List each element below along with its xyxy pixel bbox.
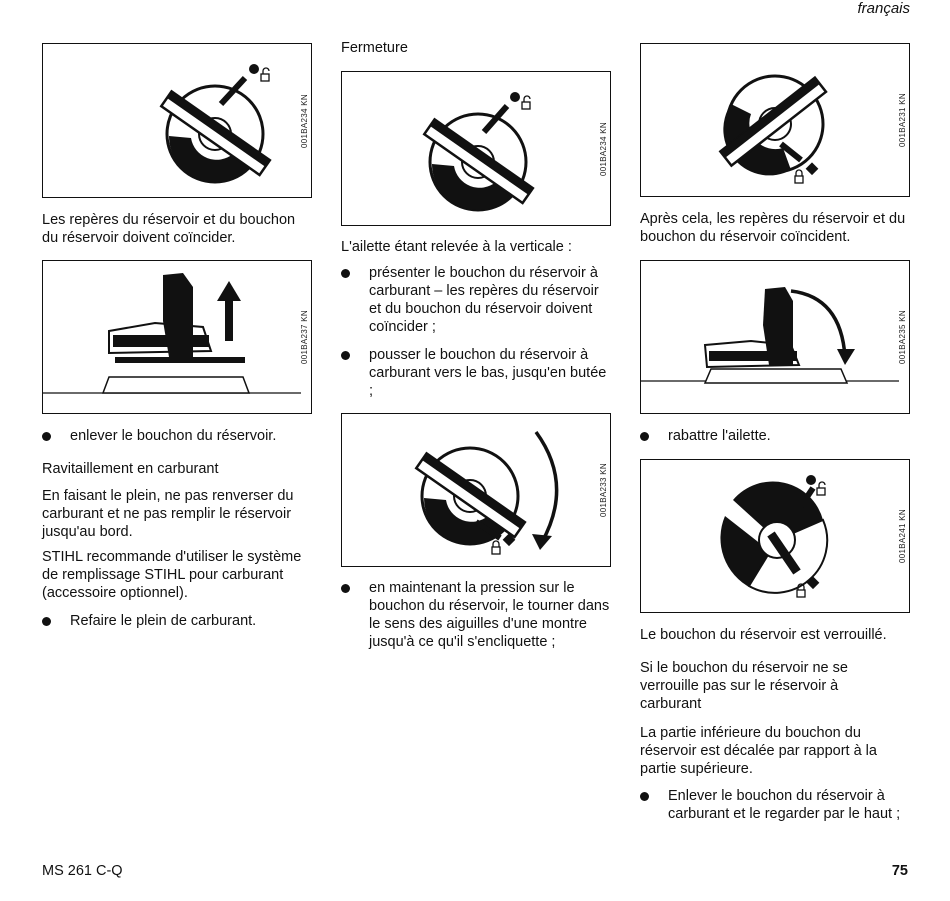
bullet-turn-cap bbox=[341, 579, 613, 669]
cap-side-view-illustration bbox=[43, 261, 312, 414]
bullet-text: enlever le bouchon du réservoir. bbox=[70, 428, 277, 444]
bullet-text: Enlever le bouchon du réservoir à carburant et le regarder par le haut ; bbox=[668, 788, 901, 822]
figure-marks-coincide-after bbox=[640, 43, 910, 197]
lock-closed-icon bbox=[795, 170, 803, 183]
bullet-icon bbox=[341, 584, 350, 593]
para-cap-offset: La partie inférieure du bouchon du réservoir est décalée par rapport à la partie supérieure. bbox=[640, 725, 877, 777]
bullet-icon bbox=[341, 351, 350, 360]
bullet-icon bbox=[640, 432, 649, 441]
wing-fold-illustration bbox=[641, 261, 910, 414]
figure-code: 001BA231 KN bbox=[898, 92, 907, 148]
text-marks-coincide-after: Après cela, les repères du réservoir et du bouchon du réservoir coïncident. bbox=[640, 211, 906, 245]
text-wing-upright: L'ailette étant relevée à la verticale : bbox=[341, 239, 572, 255]
cap-top-view-rotated-illustration bbox=[641, 44, 910, 197]
bullet-text: en maintenant la pression sur le bouchon du réservoir, le tourner dans le sens des aiguilles d'une montre jusqu'à ce qu'il s'encliquette ; bbox=[369, 580, 610, 650]
figure-code: 001BA233 KN bbox=[599, 462, 608, 518]
figure-cap-marks-aligned-2 bbox=[341, 71, 611, 226]
cap-locked-illustration bbox=[641, 460, 910, 613]
cap-top-view-illustration bbox=[43, 44, 312, 198]
figure-code: 001BA235 KN bbox=[898, 309, 907, 365]
bullet-remove-inspect-cap bbox=[640, 787, 912, 823]
bullet-icon bbox=[42, 432, 51, 441]
lock-open-icon bbox=[261, 68, 269, 81]
bullet-text: présenter le bouchon du réservoir à carburant – les repères du réservoir et du bouchon du réservoir doivent coïncider ; bbox=[369, 265, 599, 335]
figure-fold-wing bbox=[640, 260, 910, 414]
language-label: français bbox=[857, 0, 910, 17]
lock-closed-icon bbox=[492, 541, 500, 554]
page-number: 75 bbox=[891, 863, 908, 879]
bullet-text: rabattre l'ailette. bbox=[668, 428, 771, 444]
bullet-text: pousser le bouchon du réservoir à carburant vers le bas, jusqu'en butée ; bbox=[369, 347, 607, 399]
bullet-icon bbox=[42, 617, 51, 626]
para-refueling-caution: En faisant le plein, ne pas renverser du carburant et ne pas remplir le réservoir jusqu'au bord. bbox=[42, 488, 294, 540]
figure-turn-clockwise bbox=[341, 413, 611, 567]
clockwise-arrow-icon bbox=[536, 432, 557, 542]
lock-open-icon bbox=[522, 96, 530, 109]
heading-closing: Fermeture bbox=[341, 40, 408, 56]
heading-refueling: Ravitaillement en carburant bbox=[42, 461, 219, 477]
text-marks-coincide: Les repères du réservoir et du bouchon du réservoir doivent coïncider. bbox=[42, 212, 296, 246]
figure-remove-cap bbox=[42, 260, 312, 414]
fold-arrow-icon bbox=[791, 291, 845, 357]
footer-model: MS 261 C-Q bbox=[42, 863, 123, 879]
bullet-icon bbox=[640, 792, 649, 801]
cap-rotation-illustration bbox=[342, 414, 611, 567]
figure-code: 001BA234 KN bbox=[300, 93, 309, 148]
cap-top-view-illustration bbox=[342, 72, 611, 226]
figure-code: 001BA237 KN bbox=[300, 309, 309, 365]
figure-code: 001BA234 KN bbox=[599, 121, 608, 176]
text-cap-locked: Le bouchon du réservoir est verrouillé. bbox=[640, 627, 887, 643]
heading-cap-not-locking: Si le bouchon du réservoir ne se verrouille pas sur le réservoir à carburant bbox=[640, 660, 848, 712]
bullet-text: Refaire le plein de carburant. bbox=[70, 613, 257, 629]
bullet-present-cap bbox=[341, 264, 613, 336]
bullet-icon bbox=[341, 269, 350, 278]
lock-open-icon bbox=[817, 482, 825, 495]
figure-cap-locked bbox=[640, 459, 910, 613]
bullet-push-cap bbox=[341, 346, 613, 400]
figure-code: 001BA241 KN bbox=[898, 508, 907, 564]
para-stihl-recommendation: STIHL recommande d'utiliser le système de remplissage STIHL pour carburant (accessoire optionnel). bbox=[42, 549, 302, 601]
figure-cap-marks-aligned bbox=[42, 43, 312, 198]
